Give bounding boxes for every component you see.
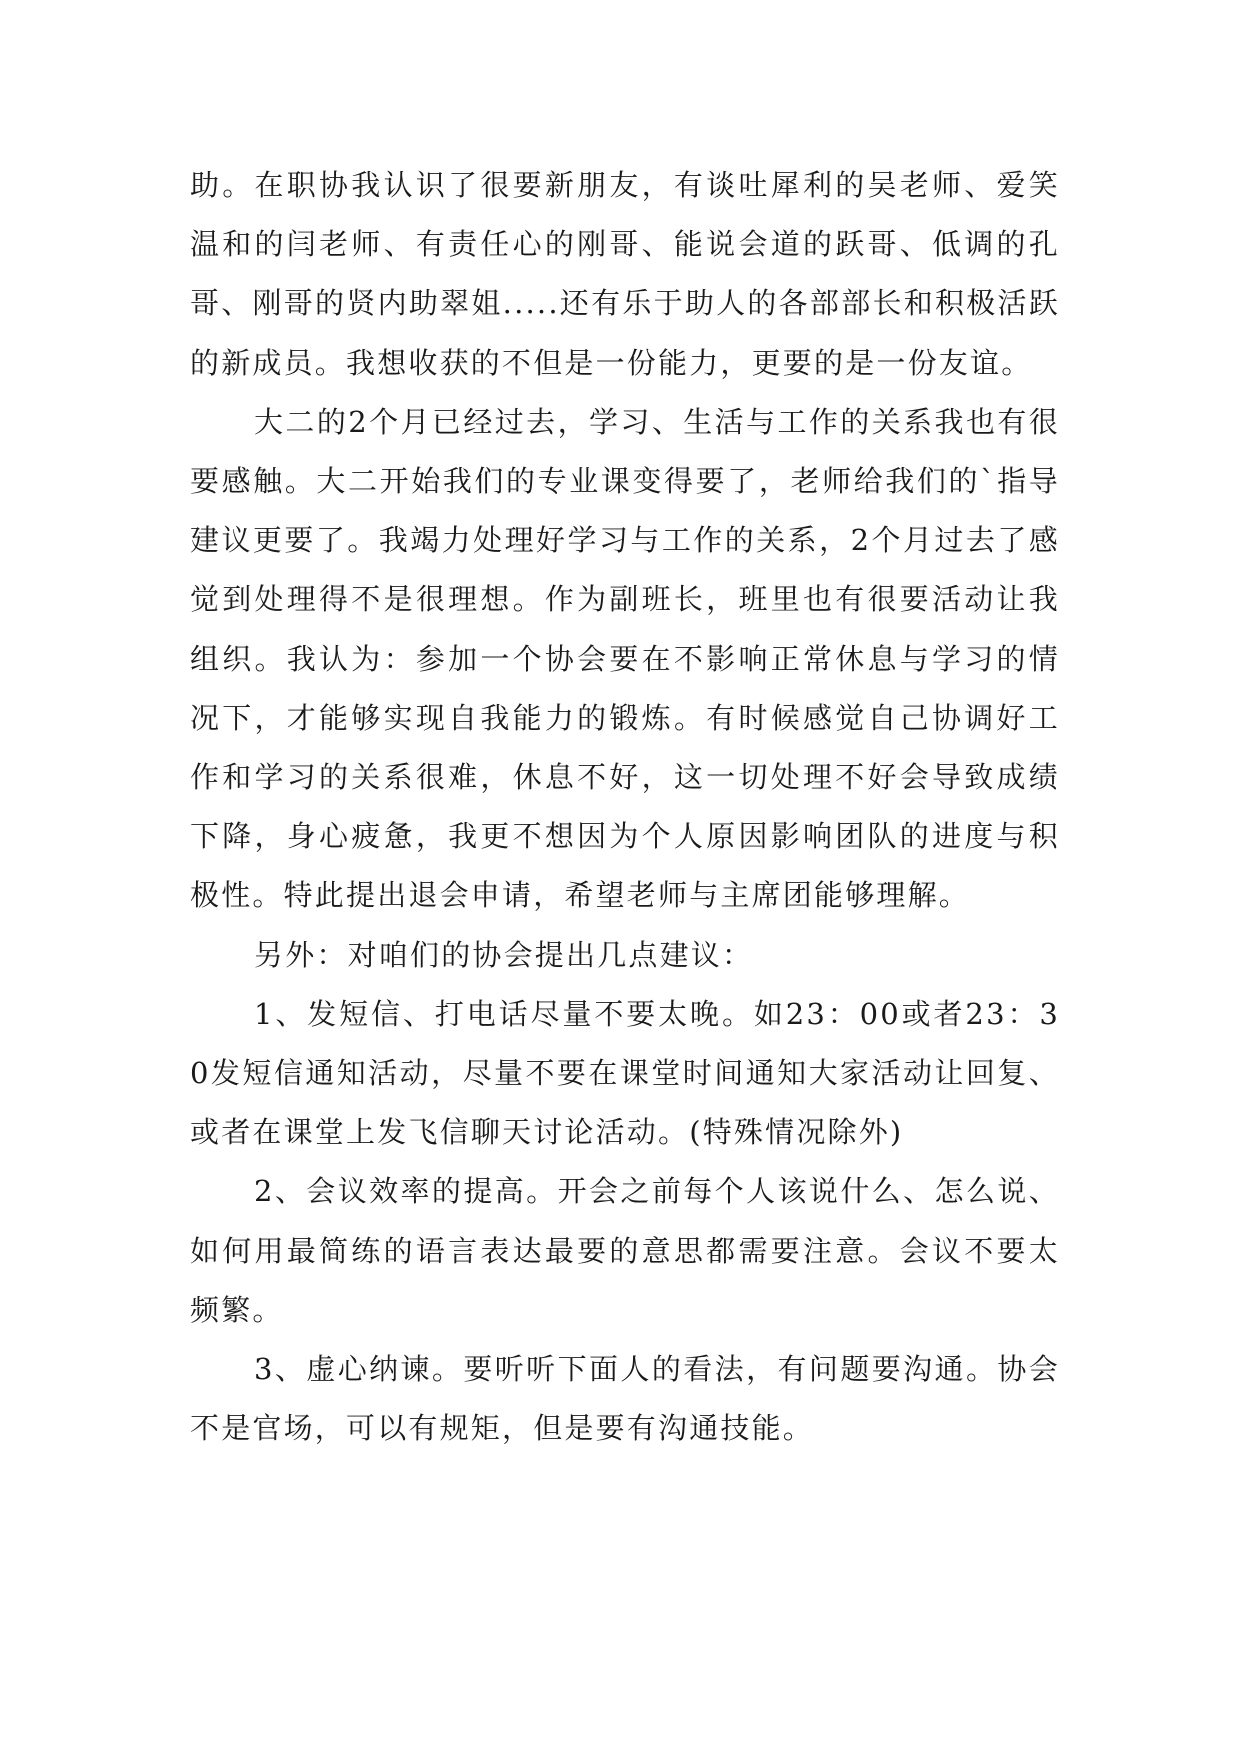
paragraph-suggestion-1: 1、发短信、打电话尽量不要太晚。如23：00或者23：30发短信通知活动，尽量不要在课堂时间通知大家活动让回复、或者在课堂上发飞信聊天讨论活动。(特殊情况除外)	[190, 996, 1060, 1150]
paragraph-suggestions-intro: 另外：对咱们的协会提出几点建议：	[254, 937, 754, 972]
document-body	[190, 156, 1060, 1458]
paragraph-study-work-balance: 大二的2个月已经过去，学习、生活与工作的关系我也有很要感触。大二开始我们的专业课变得要了，老师给我们的`指导建议更要了。我竭力处理好学习与工作的关系，2个月过去了感觉到处理得不是很理想。作为副班长，班里也有很要活动让我组织。我认为：参加一个协会要在不影响正常休息与学习的情况下，才能够实现自我能力的锻炼。有时候感觉自己协调好工作和学习的关系很难，休息不好，这一切处理不好会导致成绩下降，身心疲惫，我更不想因为个人原因影响团队的进度与积极性。特此提出退会申请，希望老师与主席团能够理解。	[190, 404, 1060, 913]
paragraph-continuation: 助。在职协我认识了很要新朋友，有谈吐犀利的吴老师、爱笑温和的闫老师、有责任心的刚哥、能说会道的跃哥、低调的孔哥、刚哥的贤内助翠姐.....还有乐于助人的各部部长和积极活跃的新成员。我想收获的不但是一份能力，更要的是一份友谊。	[190, 168, 1060, 380]
paragraph-suggestion-3: 3、虚心纳谏。要听听下面人的看法，有问题要沟通。协会不是官场，可以有规矩，但是要有沟通技能。	[190, 1352, 1060, 1446]
paragraph-suggestion-2: 2、会议效率的提高。开会之前每个人该说什么、怎么说、如何用最简练的语言表达最要的意思都需要注意。会议不要太频繁。	[190, 1174, 1060, 1327]
